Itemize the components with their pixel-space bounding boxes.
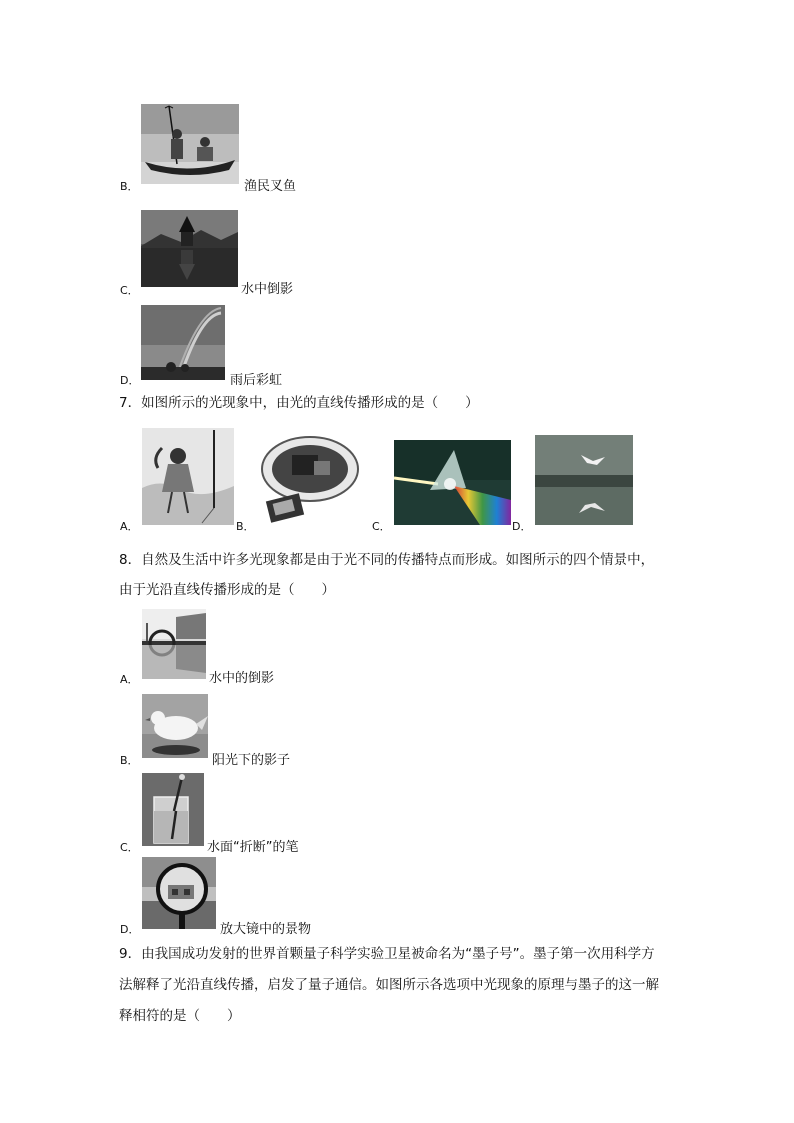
option-caption: 雨后彩虹 [230,373,283,388]
option-caption: 水中的倒影 [209,671,275,686]
option-letter: A． [120,520,139,533]
question-7-stem: 7．如图所示的光现象中，由光的直线传播形成的是（ ） [119,395,479,411]
option-letter: B． [120,180,139,193]
rainbow-photo [141,305,225,380]
question-9-stem-line-1: 9．由我国成功发射的世界首颗量子科学实验卫星被命名为“墨子号”。墨子第一次用科学方 [119,946,655,962]
pigeon-shadow-photo [142,694,208,758]
pencil-in-glass-photo [142,773,204,846]
option-letter: A． [120,673,139,686]
option-caption: 放大镜中的景物 [220,922,312,937]
option-letter: D． [512,520,532,533]
option-letter: B． [120,754,139,767]
bridge-reflection-photo [142,609,206,679]
girl-shadow-sundial-photo [142,428,234,525]
fisherman-spearing-fish-photo [141,104,239,184]
question-9-stem-line-2: 法解释了光沿直线传播，启发了量子通信。如图所示各选项中光现象的原理与墨子的这一解 [119,977,659,993]
question-8-stem-line-1: 8．自然及生活中许多光现象都是由于光不同的传播特点而形成。如图所示的四个情景中， [119,552,655,568]
question-8-stem-line-2: 由于光沿直线传播形成的是（ ） [119,582,335,598]
option-letter: D． [120,374,140,387]
question-9-stem-line-3: 释相符的是（ ） [119,1008,241,1024]
option-caption: 水面“折断”的笔 [207,840,299,855]
pagoda-reflection-photo [141,210,238,287]
mirror-plate-photo [258,433,362,525]
birds-reflection-photo [535,435,633,525]
option-letter: C． [120,284,139,297]
option-caption: 渔民叉鱼 [244,179,297,194]
magnifier-scene-photo [142,857,216,929]
option-caption: 水中倒影 [241,282,294,297]
option-letter: D． [120,923,140,936]
option-caption: 阳光下的影子 [212,753,291,768]
option-letter: B． [236,520,255,533]
option-letter: C． [120,841,139,854]
prism-dispersion-photo [394,440,511,525]
option-letter: C． [372,520,391,533]
